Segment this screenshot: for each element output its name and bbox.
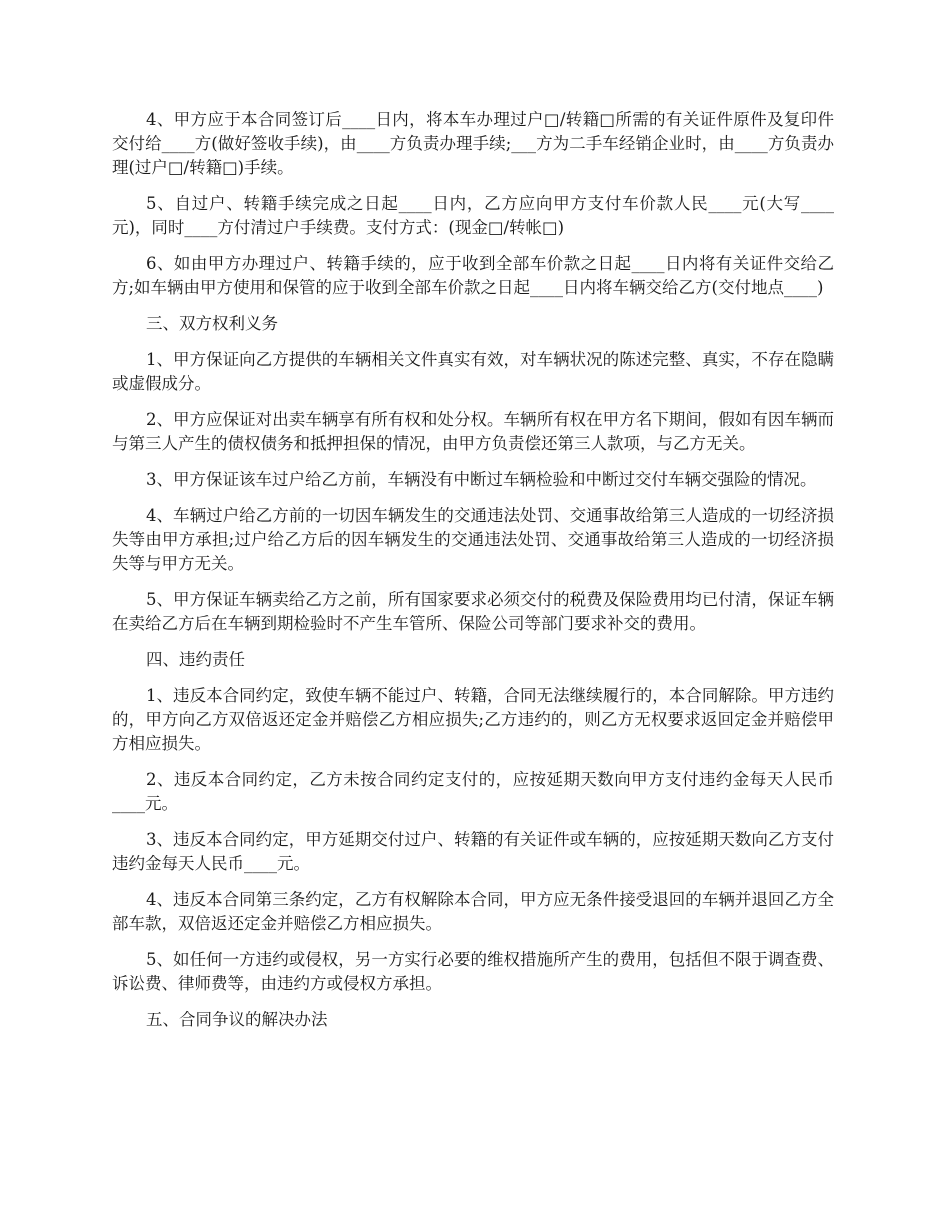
paragraph-liability-4: 4、违反本合同第三条约定，乙方有权解除本合同，甲方应无条件接受退回的车辆并退回乙方全部车款，双倍返还定金并赔偿乙方相应损失。 (112, 890, 834, 933)
document-page (112, 108, 834, 1044)
paragraph-liability-1: 1、违反本合同约定，致使车辆不能过户、转籍，合同无法继续履行的，本合同解除。甲方违约的，甲方向乙方双倍返还定金并赔偿乙方相应损失;乙方违约的，则乙方无权要求返回定金并赔偿甲方相应损失。 (112, 686, 834, 753)
paragraph-clause-5-payment: 5、自过户、转籍手续完成之日起____日内，乙方应向甲方支付车价款人民____元(大写____元)，同时____方付清过户手续费。支付方式：(现金□/转帐□) (112, 194, 834, 237)
section-heading-liability: 四、违约责任 (146, 650, 245, 669)
paragraph-clause-4-transfer-documents: 4、甲方应于本合同签订后____日内，将本车办理过户□/转籍□所需的有关证件原件及复印件交付给____方(做好签收手续)，由____方负责办理手续;___方为二手车经销企业时，由____方负责办理(过户□/转籍□)手续。 (112, 110, 834, 177)
section-heading-dispute-resolution: 五、合同争议的解决办法 (146, 1010, 328, 1029)
section-heading-rights-obligations: 三、双方权利义务 (146, 314, 278, 333)
paragraph-rights-1: 1、甲方保证向乙方提供的车辆相关文件真实有效，对车辆状况的陈述完整、真实，不存在隐瞒或虚假成分。 (112, 350, 834, 393)
paragraph-rights-3: 3、甲方保证该车过户给乙方前，车辆没有中断过车辆检验和中断过交付车辆交强险的情况。 (146, 470, 817, 489)
paragraph-rights-5: 5、甲方保证车辆卖给乙方之前，所有国家要求必须交付的税费及保险费用均已付清，保证车辆在卖给乙方后在车辆到期检验时不产生车管所、保险公司等部门要求补交的费用。 (112, 590, 834, 633)
paragraph-liability-3: 3、违反本合同约定，甲方延期交付过户、转籍的有关证件或车辆的，应按延期天数向乙方支付违约金每天人民币____元。 (112, 830, 834, 873)
paragraph-liability-5: 5、如任何一方违约或侵权，另一方实行必要的维权措施所产生的费用，包括但不限于调查费、诉讼费、律师费等，由违约方或侵权方承担。 (112, 950, 834, 993)
paragraph-rights-4: 4、车辆过户给乙方前的一切因车辆发生的交通违法处罚、交通事故给第三人造成的一切经济损失等由甲方承担;过户给乙方后的因车辆发生的交通违法处罚、交通事故给第三人造成的一切经济损失等与甲方无关。 (112, 506, 834, 573)
paragraph-rights-2: 2、甲方应保证对出卖车辆享有所有权和处分权。车辆所有权在甲方名下期间，假如有因车辆而与第三人产生的债权债务和抵押担保的情况，由甲方负责偿还第三人款项，与乙方无关。 (112, 410, 834, 453)
paragraph-liability-2: 2、违反本合同约定，乙方未按合同约定支付的，应按延期天数向甲方支付违约金每天人民币____元。 (112, 770, 834, 813)
paragraph-clause-6-delivery: 6、如由甲方办理过户、转籍手续的，应于收到全部车价款之日起____日内将有关证件交给乙方;如车辆由甲方使用和保管的应于收到全部车价款之日起____日内将车辆交给乙方(交付地点____) (112, 254, 834, 297)
